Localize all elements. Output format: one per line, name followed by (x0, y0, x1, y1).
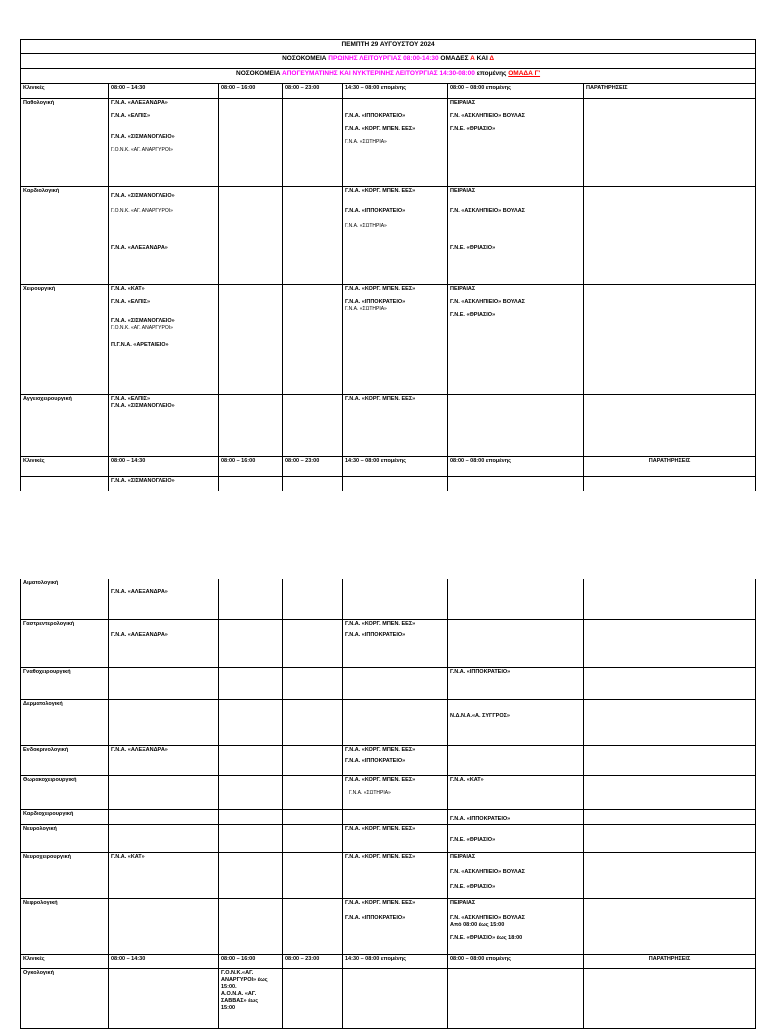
clinic-name: Ογκολογική (21, 968, 109, 1028)
cell-0800-1430: Γ.Ν.Α. «ΑΛΕΞΑΝΔΡΑ» (109, 745, 219, 775)
cell-1430-0800: Γ.Ν.Α. «ΚΟΡΓ. ΜΠΕΝ. ΕΕΣ» (343, 852, 448, 898)
clinic-name: Χειρουργική (21, 285, 109, 395)
cell-0800-0800 (448, 745, 584, 775)
col-header-0800-0800: 08:00 – 08:00 επομένης (448, 84, 584, 99)
cell-0800-1600 (219, 99, 283, 187)
table-row (21, 187, 756, 285)
cell-remarks (584, 699, 756, 745)
col-header-clinic: Κλινικές (21, 84, 109, 99)
cell-0800-1430: Γ.Ν.Α. «ΚΑΤ» Γ.Ν.Α. «ΕΛΠΙΣ» Γ.Ν.Α. «ΣΙΣΜΑΝΟΓΛΕΙΟ» Γ.Ο.Ν.Κ. «ΑΓ. ΑΝΑΡΓΥΡΟΙ» Π.Γ.Ν.Α. «ΑΡΕΤΑΙΕΙΟ» (109, 285, 219, 395)
cell-1430-0800: Γ.Ν.Α. «ΚΟΡΓ. ΜΠΕΝ. ΕΕΣ» Γ.Ν.Α. «ΙΠΠΟΚΡΑΤΕΙΟ» (343, 745, 448, 775)
cell-0800-2300 (283, 619, 343, 667)
cell-0800-0800: ΠΕΙΡΑΙΑΣ Γ.Ν. «ΑΣΚΛΗΠΙΕΙΟ» ΒΟΥΛΑΣ Γ.Ν.Ε. «ΘΡΙΑΣΙΟ» (448, 285, 584, 395)
cell-1430-0800 (343, 809, 448, 824)
cell-0800-1430: Γ.Ν.Α. «ΑΛΕΞΑΝΔΡΑ» (109, 579, 219, 619)
cell-remarks (584, 809, 756, 824)
date-title: ΠΕΜΠΤΗ 29 ΑΥΓΟΥΣΤΟΥ 2024 (21, 40, 756, 54)
cell-0800-2300 (283, 898, 343, 954)
cell-remarks (584, 775, 756, 809)
cell-0800-1430 (109, 667, 219, 699)
cell-0800-1600 (219, 187, 283, 285)
cell-0800-0800: Γ.Ν.Α. «ΚΑΤ» (448, 775, 584, 809)
col-header-0800-1430: 08:00 – 14:30 (109, 457, 219, 477)
cell-0800-0800: ΠΕΙΡΑΙΑΣ Γ.Ν. «ΑΣΚΛΗΠΙΕΙΟ» ΒΟΥΛΑΣ Γ.Ν.Ε. «ΘΡΙΑΣΙΟ» (448, 187, 584, 285)
cell-0800-1600: Γ.Ο.Ν.Κ.«ΑΓ. ΑΝΑΡΓΥΡΟΙ» έως 15:00. Α.Ο.Ν.Α. «ΑΓ. ΣΑΒΒΑΣ» έως 15:00 (219, 968, 283, 1028)
cell-0800-1600 (219, 898, 283, 954)
clinic-name: Καρδιοχειρουργική (21, 809, 109, 824)
cell-remarks (584, 619, 756, 667)
cell-0800-2300 (283, 285, 343, 395)
col-header-clinic: Κλινικές (21, 457, 109, 477)
col-header-0800-2300: 08:00 – 23:00 (283, 84, 343, 99)
roster-table-bottom (20, 579, 756, 1029)
cell-1430-0800: Γ.Ν.Α. «ΚΟΡΓ. ΜΠΕΝ. ΕΕΣ» Γ.Ν.Α. «ΣΩΤΗΡΙΑ» (343, 775, 448, 809)
cell-remarks (584, 852, 756, 898)
cell-0800-1430: Γ.Ν.Α. «ΣΙΣΜΑΝΟΓΛΕΙΟ» Γ.Ο.Ν.Κ. «ΑΓ. ΑΝΑΡΓΥΡΟΙ» Γ.Ν.Α. «ΑΛΕΞΑΝΔΡΑ» (109, 187, 219, 285)
cell-0800-0800: ΠΕΙΡΑΙΑΣ Γ.Ν. «ΑΣΚΛΗΠΙΕΙΟ» ΒΟΥΛΑΣ Γ.Ν.Ε. «ΘΡΙΑΣΙΟ» (448, 852, 584, 898)
cell-1430-0800: Γ.Ν.Α. «ΚΟΡΓ. ΜΠΕΝ. ΕΕΣ» (343, 395, 448, 457)
cell-0800-2300 (283, 395, 343, 457)
cell-0800-1600 (219, 775, 283, 809)
table-row (21, 699, 756, 745)
cell-1430-0800: Γ.Ν.Α. «ΚΟΡΓ. ΜΠΕΝ. ΕΕΣ» (343, 824, 448, 852)
col-header-0800-1600: 08:00 – 16:00 (219, 954, 283, 968)
cell-0800-1430: Γ.Ν.Α. «ΣΙΣΜΑΝΟΓΛΕΙΟ» (109, 477, 219, 491)
cell-0800-2300 (283, 699, 343, 745)
cell-0800-1430 (109, 699, 219, 745)
cell-1430-0800 (343, 579, 448, 619)
cell-0800-0800 (448, 395, 584, 457)
col-header-clinic: Κλινικές (21, 954, 109, 968)
cell-0800-2300 (283, 968, 343, 1028)
col-header-1430-0800: 14:30 – 08:00 επομένης (343, 954, 448, 968)
cell-0800-2300 (283, 187, 343, 285)
cell-0800-0800 (448, 579, 584, 619)
cell-0800-1430 (109, 775, 219, 809)
cell-0800-1600 (219, 809, 283, 824)
clinic-name: Γναθοχειρουργική (21, 667, 109, 699)
cell-0800-1600 (219, 395, 283, 457)
cell-0800-1430 (109, 968, 219, 1028)
col-header-0800-2300: 08:00 – 23:00 (283, 954, 343, 968)
cell-0800-2300 (283, 477, 343, 491)
cell-1430-0800: Γ.Ν.Α. «ΚΟΡΓ. ΜΠΕΝ. ΕΕΣ» Γ.Ν.Α. «ΙΠΠΟΚΡΑΤΕΙΟ» Γ.Ν.Α. «ΣΩΤΗΡΙΑ» (343, 285, 448, 395)
cell-1430-0800: Γ.Ν.Α. «ΙΠΠΟΚΡΑΤΕΙΟ» Γ.Ν.Α. «ΚΟΡΓ. ΜΠΕΝ. ΕΕΣ» Γ.Ν.Α. «ΣΩΤΗΡΙΑ» (343, 99, 448, 187)
cell-1430-0800: Γ.Ν.Α. «ΚΟΡΓ. ΜΠΕΝ. ΕΕΣ» Γ.Ν.Α. «ΙΠΠΟΚΡΑΤΕΙΟ» (343, 898, 448, 954)
cell-0800-1430 (109, 809, 219, 824)
table-row (21, 968, 756, 1028)
cell-0800-2300 (283, 745, 343, 775)
cell-0800-2300 (283, 824, 343, 852)
cell-remarks (584, 667, 756, 699)
cell-0800-0800 (448, 477, 584, 491)
cell-0800-1600 (219, 579, 283, 619)
morning-shift-title: ΝΟΣΟΚΟΜΕΙΑ ΠΡΩΙΝΗΣ ΛΕΙΤΟΥΡΓΙΑΣ 08:00-14:30 ΟΜΑΔΕΣ Α ΚΑΙ Δ (21, 54, 756, 69)
cell-remarks (584, 898, 756, 954)
cell-remarks (584, 824, 756, 852)
cell-remarks (584, 395, 756, 457)
clinic-name: Καρδιολογική (21, 187, 109, 285)
clinic-name: Γαστρεντερολογική (21, 619, 109, 667)
evening-shift-title: ΝΟΣΟΚΟΜΕΙΑ ΑΠΟΓΕΥΜΑΤΙΝΗΣ ΚΑΙ ΝΥΚΤΕΡΙΝΗΣ ΛΕΙΤΟΥΡΓΙΑΣ 14:30-08:00 επομένης ΟΜΑΔΑ Γ' (21, 69, 756, 84)
table-row (21, 477, 756, 491)
cell-1430-0800 (343, 968, 448, 1028)
table-row (21, 619, 756, 667)
cell-0800-1600 (219, 619, 283, 667)
cell-remarks (584, 187, 756, 285)
col-header-remarks: ΠΑΡΑΤΗΡΗΣΕΙΣ (584, 954, 756, 968)
clinic-name: Δερματολογική (21, 699, 109, 745)
cell-0800-1600 (219, 699, 283, 745)
table-row (21, 852, 756, 898)
cell-0800-1600 (219, 745, 283, 775)
col-header-0800-0800: 08:00 – 08:00 επομένης (448, 954, 584, 968)
cell-0800-0800: Γ.Ν.Ε. «ΘΡΙΑΣΙΟ» (448, 824, 584, 852)
clinic-name: Θωρακοχειρουργική (21, 775, 109, 809)
cell-1430-0800 (343, 477, 448, 491)
clinic-name: Αιματολογική (21, 579, 109, 619)
table-row (21, 285, 756, 395)
cell-0800-2300 (283, 809, 343, 824)
clinic-name: Αγγειοχειρουργική (21, 395, 109, 457)
cell-0800-1430 (109, 898, 219, 954)
cell-0800-1600 (219, 477, 283, 491)
table-row (21, 579, 756, 619)
col-header-0800-1430: 08:00 – 14:30 (109, 954, 219, 968)
cell-0800-1430: Γ.Ν.Α. «ΑΛΕΞΑΝΔΡΑ» (109, 619, 219, 667)
cell-0800-1600 (219, 667, 283, 699)
cell-remarks (584, 477, 756, 491)
cell-0800-0800: ΠΕΙΡΑΙΑΣ Γ.Ν. «ΑΣΚΛΗΠΙΕΙΟ» ΒΟΥΛΑΣ Από 08:00 έως 15:00 Γ.Ν.Ε. «ΘΡΙΑΣΙΟ» έως 18:00 (448, 898, 584, 954)
col-header-0800-0800: 08:00 – 08:00 επομένης (448, 457, 584, 477)
cell-0800-1600 (219, 824, 283, 852)
clinic-name: Νεφρολογική (21, 898, 109, 954)
table-row (21, 667, 756, 699)
col-header-1430-0800: 14:30 – 08:00 επομένης (343, 457, 448, 477)
clinic-name: Παθολογική (21, 99, 109, 187)
cell-1430-0800: Γ.Ν.Α. «ΚΟΡΓ. ΜΠΕΝ. ΕΕΣ» Γ.Ν.Α. «ΙΠΠΟΚΡΑΤΕΙΟ» (343, 619, 448, 667)
col-header-0800-1600: 08:00 – 16:00 (219, 457, 283, 477)
col-header-0800-1600: 08:00 – 16:00 (219, 84, 283, 99)
col-header-0800-2300: 08:00 – 23:00 (283, 457, 343, 477)
cell-1430-0800 (343, 667, 448, 699)
table-row (21, 824, 756, 852)
table-row (21, 898, 756, 954)
cell-0800-1430 (109, 824, 219, 852)
cell-remarks (584, 99, 756, 187)
cell-0800-1600 (219, 852, 283, 898)
cell-0800-0800: Γ.Ν.Α. «ΙΠΠΟΚΡΑΤΕΙΟ» (448, 809, 584, 824)
cell-0800-1430: Γ.Ν.Α. «ΕΛΠΙΣ» Γ.Ν.Α. «ΣΙΣΜΑΝΟΓΛΕΙΟ» (109, 395, 219, 457)
cell-0800-0800: Γ.Ν.Α. «ΙΠΠΟΚΡΑΤΕΙΟ» (448, 667, 584, 699)
cell-0800-2300 (283, 775, 343, 809)
cell-0800-1600 (219, 285, 283, 395)
table-row (21, 395, 756, 457)
clinic-name: Ενδοκρινολογική (21, 745, 109, 775)
cell-remarks (584, 285, 756, 395)
col-header-1430-0800: 14:30 – 08:00 επομένης (343, 84, 448, 99)
table-row (21, 775, 756, 809)
cell-0800-0800: ΠΕΙΡΑΙΑΣ Γ.Ν. «ΑΣΚΛΗΠΙΕΙΟ» ΒΟΥΛΑΣ Γ.Ν.Ε. «ΘΡΙΑΣΙΟ» (448, 99, 584, 187)
col-header-0800-1430: 08:00 – 14:30 (109, 84, 219, 99)
cell-0800-2300 (283, 667, 343, 699)
cell-remarks (584, 968, 756, 1028)
cell-0800-2300 (283, 99, 343, 187)
roster-table-top (20, 39, 756, 491)
clinic-name: Νευροχειρουργική (21, 852, 109, 898)
cell-remarks (584, 579, 756, 619)
cell-0800-0800 (448, 968, 584, 1028)
cell-remarks (584, 745, 756, 775)
table-row (21, 745, 756, 775)
cell-1430-0800: Γ.Ν.Α. «ΚΟΡΓ. ΜΠΕΝ. ΕΕΣ» Γ.Ν.Α. «ΙΠΠΟΚΡΑΤΕΙΟ» Γ.Ν.Α. «ΣΩΤΗΡΙΑ» (343, 187, 448, 285)
table-row (21, 99, 756, 187)
clinic-name: Νευρολογική (21, 824, 109, 852)
table-row (21, 809, 756, 824)
col-header-remarks: ΠΑΡΑΤΗΡΗΣΕΙΣ (584, 457, 756, 477)
cell-0800-2300 (283, 579, 343, 619)
cell-0800-0800: Ν.Δ.Ν.Α.«Α. ΣΥΓΓΡΟΣ» (448, 699, 584, 745)
cell-1430-0800 (343, 699, 448, 745)
cell-0800-0800 (448, 619, 584, 667)
clinic-name (21, 477, 109, 491)
cell-0800-2300 (283, 852, 343, 898)
cell-0800-1430: Γ.Ν.Α. «ΑΛΕΞΑΝΔΡΑ» Γ.Ν.Α. «ΕΛΠΙΣ» Γ.Ν.Α. «ΣΙΣΜΑΝΟΓΛΕΙΟ» Γ.Ο.Ν.Κ. «ΑΓ. ΑΝΑΡΓΥΡΟΙ» (109, 99, 219, 187)
cell-0800-1430: Γ.Ν.Α. «ΚΑΤ» (109, 852, 219, 898)
col-header-remarks: ΠΑΡΑΤΗΡΗΣΕΙΣ (584, 84, 756, 99)
